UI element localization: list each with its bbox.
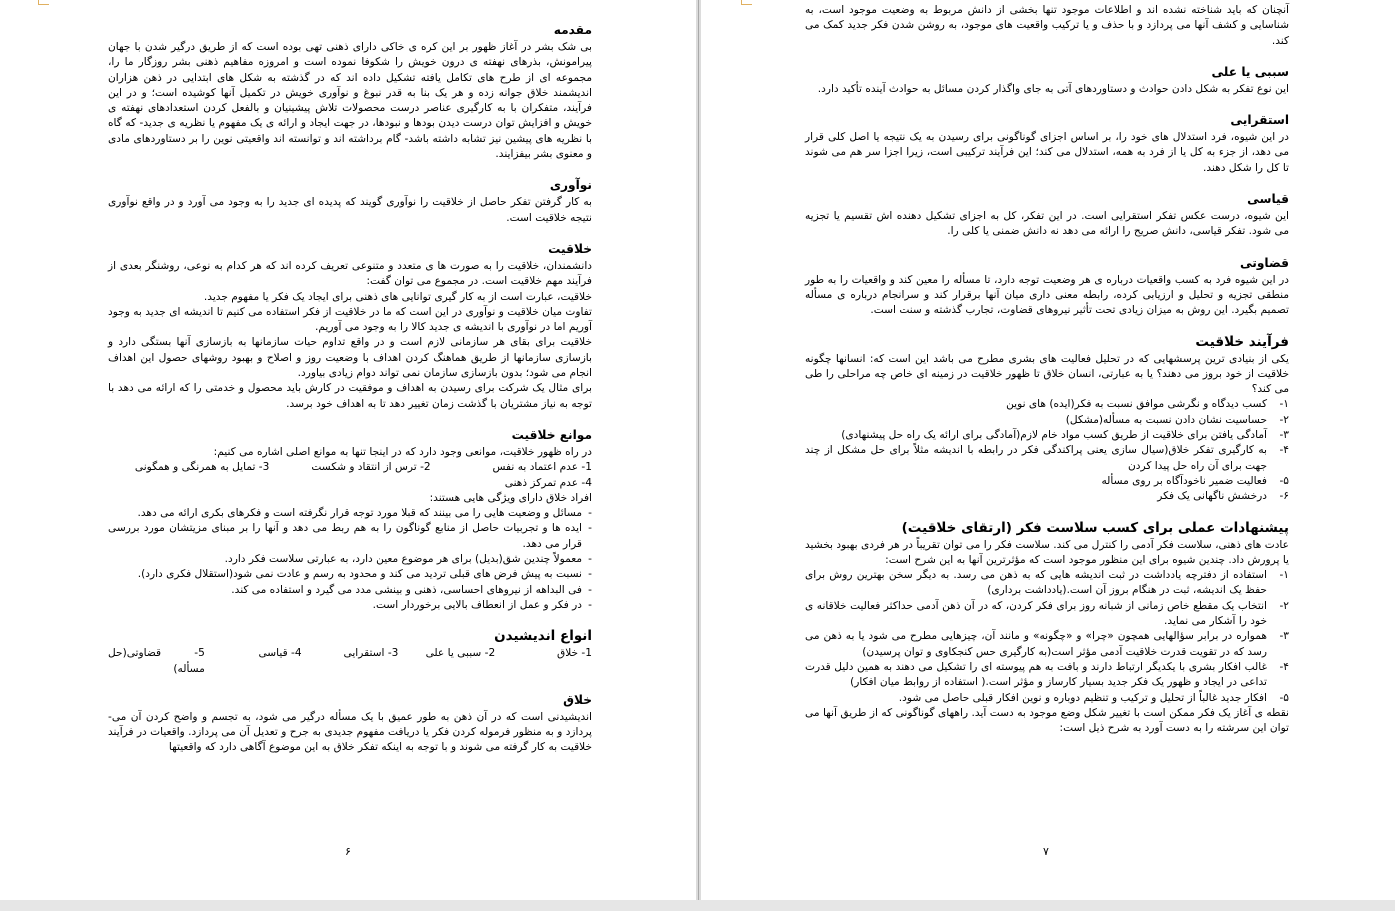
paragraph-pishnahad-intro: عادت های ذهنی، سلاست فکر آدمی را کنترل می کند. سلاست فکر را می توان تقریباً در هر فردی بهبود بخشید یا پرورش داد. چندین شیوه برای این منظور موجود است که مؤثرترین آنها به این شرح است: [805,538,1289,566]
paragraph-khalaghiat-5: برای مثال یک شرکت برای رسیدن به اهداف و موفقیت در کارش باید محصول و خدمتی را که ارائه می دهد با توجه به نیاز مشتریان با گذشت زمان تغییر دهد تا به اهداف خود برسد. [108,382,592,410]
paragraph-muqaddame: بی شک بشر در آغاز ظهور بر این کره ی خاکی دارای ذهنی تهی بوده است که از طریق درگیر شدن با جهان پیرامونش، بذرهای نهفته ی درون خویش را شکوفا نموده است و امروزه مفاهیم ذهنی بشر روزگار ما را، مجموعه ای از طرح های تکامل یافته تشکیل داده اند که در گذشته به شکل های ابتدایی در ذهن هزاران اندیشمند خلاق جوانه زده و هر یک بنا به قدر نبوغ و نوآوری خویش در تکمیل آنها کوشیده است؛ و در این فرآیند، متفکران با به کارگیری عناصر درست محصولات تلاش پیشینیان و بالفعل کردن استعدادهای نهفته ی خویش و افزایش توان درست دیدن بودها و نبودها، در جهت ایجاد و ارائه ی یک مفهوم یا نظریه ی جدید- که گاه با نظریه های پیشین نیز تشابه داشته باشد- گام برداشته اند و توانسته اند واقعیتی نوین را بر دستاوردهای مادی و معنوی بشر بیفزایند. [108,41,592,161]
farayand-list [805,397,1289,504]
list-item: 3- استقرایی [343,647,399,660]
section-title-pishnahad: پیشنهادات عملی برای کسب سلاست فکر (ارتقای خلاقیت) [901,519,1289,536]
list-item: ۴- غالب افکار بشری با یکدیگر ارتباط دارند و بافت به هم پیوسته ای را تشکیل می دهند به همین دلیل قدرت تداعی در ایجاد و ظهور یک فکر جدید بسیار کارساز و مؤثر است.( استفاده از روابط میان افکار) [805,660,1289,689]
bottom-scroll-area[interactable] [0,900,1395,911]
list-item: ۱- استفاده از دفترچه یادداشت در ثبت اندیشه هایی که به ذهن می رسد. به دیگر سخن بهترین روش برای حفظ یک اندیشه، ثبت در هنگام بروز آن است.(یادداشت برداری) [805,569,1289,597]
section-title-khalaghiat: خلاقیت [548,241,592,256]
afrad-list [108,506,592,613]
paragraph-khalaghiat-1: دانشمندان، خلاقیت را به صورت ها ی متعدد و متنوعی تعریف کرده اند که هر کدام به نوعی، روشنگر بعدی از فرآیند مهم خلاقیت است. در مجموع می توان گفت: [108,259,592,288]
list-item: 1- خلاق [556,647,592,660]
list-item: 3- تمایل به همرنگی و همگونی [134,461,270,474]
paragraph-closing: نقطه ی آغاز یک فکر ممکن است با تغییر شکل وضع موجود به دست آید. راههای گوناگونی که از طریق آنها می توان این سرشته را به دست آورد به شرح ذیل است: [805,706,1289,735]
page-number: ۶ [345,845,351,858]
paragraph-khalaghiat-2: خلاقیت، عبارت است از به کار گیری توانایی های ذهنی برای ایجاد یک فکر یا مفهوم جدید. [203,290,592,303]
section-title-muqaddame: مقدمه [553,23,592,37]
paragraph-ghiasi: این شیوه، درست عکس تفکر استقرایی است. در این تفکر، کل به اجزای تشکیل دهنده اش تقسیم یا تجزیه می شود. تفکر قیاسی، دانش صریح را ارائه می دهد نه دانش ضمنی یا کلی را. [805,210,1289,238]
paragraph-intro: آنچنان که باید شناخته نشده اند و اطلاعات موجود تنها بخشی از دانش مربوط به وضعیت موجود است، به شناسایی و کشف آنها می پردازد و با حذف و یا ترکیب واقعیت های موجود، به روشن شدن فکر جدید کمک می کند. [805,4,1289,47]
paragraph-noavari: به کار گرفتن تفکر حاصل از خلاقیت را نوآوری گویند که پدیده ای جدید را به وجود می آورد و در واقع نوآوری نتیجه خلاقیت است. [108,196,592,224]
section-title-anva: انواع اندیشیدن [494,628,592,645]
list-item: 4- قیاسی [258,647,302,660]
page-7-content [805,3,1289,736]
list-item: - فی البداهه از نیروهای احساسی، ذهنی و بینشی مدد می گیرد و استفاده می کند. [231,583,592,596]
page-corner-mark [741,0,752,5]
list-item: ۱- کسب دیدگاه و نگرشی موافق نسبت به فکر(ایده) های نوین [1006,398,1289,411]
list-item: - مسائل و وضعیت هایی را می بینند که قبلا مورد توجه قرار نگرفته است و فکرهای بکری ارائه می دهد. [137,507,592,520]
paragraph-mavane-intro: در راه ظهور خلاقیت، موانعی وجود دارد که در اینجا تنها به موانع اصلی اشاره می کنیم: [213,445,592,458]
section-title-farayand: فرآیند خلاقیت [1195,333,1289,350]
list-item: 2- سببی یا علی [425,647,496,660]
list-item: 2- ترس از انتقاد و شکست [311,461,431,474]
paragraph-khalagh: اندیشیدنی است که در آن ذهن به طور عمیق با یک مسأله درگیر می شود، به تجسم و واضح کردن آن می- پردازد و به منظور فرموله کردن فکر یا دریافت مفهوم جدیدی به جرح و تعدیل آن می پردازد. واقعیات در فرآیند خلاقیت به کار گرفته می شوند و با توجه به اینکه تفکر خلاق به این موضوع آگاهی دارد که واقعیتها [108,710,592,754]
page-divider [698,0,699,911]
list-item: 4- عدم تمرکز ذهنی [504,476,592,489]
paragraph-khalaghiat-3: تفاوت میان خلاقیت و نوآوری در این است که ما در خلاقیت از فکر استفاده می کنیم تا اندیشه ای جدید به وجود آوریم اما در نوآوری با اندیشه ی جدید کالا را به وجود می آوریم. [108,305,592,334]
mavane-list [108,460,592,475]
paragraph-farayand-intro: یکی از بنیادی ترین پرسشهایی که در تحلیل فعالیت های بشری مطرح می باشد این است که: انسانها چگونه خلاقیت از خود بروز می دهند؟ یا به عبارتی، انسان خلاق تا ظهور خلاقیت در زمینه ای خاص چه مراحلی را طی می کند؟ [805,352,1289,396]
paragraph-esteghraei: در این شیوه، فرد استدلال های خود را، بر اساس اجزای گوناگونی برای رسیدن به یک نتیجه یا اصل کلی قرار می دهد، از جزء به کل یا از فرد به همه، استدلال می کند؛ این فرآیند ترکیبی است، زیرا اجزا سر هم می شوند تا کل را شکل دهند. [805,131,1289,174]
anva-list [108,646,592,677]
paragraph-sababi: این نوع تفکر به شکل دادن حوادث و دستاوردهای آتی به جای واگذار کردن مسائل به حوادث آینده تأکید دارد. [817,82,1289,95]
list-item: ۵- افکار جدید غالباً از تحلیل و ترکیب و تنظیم دوباره و نوین افکار قبلی حاصل می شود. [898,691,1289,704]
section-title-sababi: سببی یا علی [1211,64,1289,79]
list-item: - در فکر و عمل از انعطاف بالایی برخوردار است. [372,598,592,611]
list-item: - معمولاً چندین شق(بدیل) برای هر موضوع معین دارد، به عبارتی سلاست فکر دارد. [224,553,592,566]
section-title-mavane: موانع خلاقیت [511,427,592,442]
page-corner-mark [38,0,49,5]
section-title-noavari: نوآوری [549,178,592,193]
section-title-esteghraei: استقرایی [1230,113,1289,128]
paragraph-afrad-intro: افراد خلاق دارای ویژگی هایی هستند: [429,491,592,504]
list-item: 5- قضاوتی(حل مسأله) [108,647,205,675]
list-item: - نسبت به پیش فرض های قبلی تردید می کند و محدود به رسم و عادت نمی شود(استقلال فکری دارد). [137,568,592,581]
list-item: ۵- فعالیت ضمیر ناخودآگاه بر روی مسأله [1101,474,1289,487]
list-item: ۲- حساسیت نشان دادن نسبت به مسأله(مشکل) [1065,413,1289,426]
pishnahad-list [805,568,1289,706]
list-item: - ایده ها و تجربیات حاصل از منابع گوناگون را به هم ربط می دهد و آنها را بر مبنای مزیتشان مورد بررسی قرار می دهد. [108,522,592,550]
list-item: ۴- به کارگیری تفکر خلاق(سیال سازی یعنی پراکندگی فکر در رابطه با اندیشه مثلاً برای حل مشکل از چند جهت برای آن راه حل پیدا کردن [805,444,1289,472]
list-item: ۳- آمادگی یافتن برای خلاقیت از طریق کسب مواد خام لازم(آمادگی برای ارائه یک راه حل پیشنهادی) [841,429,1289,442]
page-6-content [108,16,592,756]
paragraph-khalaghiat-4: خلاقیت برای بقای هر سازمانی لازم است و در واقع تداوم حیات سازمانها به بازسازی آنها بستگی دارد و بازسازی سازمانها از طریق هماهنگ کردن اهداف با وضعیت روز و اصلاح و بهبود روشهای حصول این اهداف انجام می شود؛ بدون بازسازی سازمان نمی تواند دوام زیادی بیاورد. [108,336,592,380]
list-item: ۳- همواره در برابر سؤالهایی همچون «چرا» و «چگونه» و مانند آن، چیزهایی مطرح می شود یا به ذهن می رسد که در تقویت قدرت خلاقیت آدمی مؤثر است(به کارگیری حس کنجکاوی و توان پرسیدن) [805,630,1289,658]
list-item: ۶- درخشش ناگهانی یک فکر [1157,490,1289,503]
section-title-ghezavati: قضاوتی [1239,255,1289,270]
section-title-khalagh: خلاق [563,692,592,707]
paragraph-ghezavati: در این شیوه فرد به کسب واقعیات درباره ی هر وضعیت توجه دارد، تا مسأله را معین کند و واقعیات را به طور منطقی تجزیه و تحلیل و ارزیابی کرده، رابطه معنی داری میان آنها برقرار کند و سرانجام درباره ی مسأله تصمیم بگیرد. این روش به میزان زیادی تحت تأثیر نیروهای قضاوت، تجارب گذشته و سنت است. [805,273,1289,317]
list-item: 1- عدم اعتماد به نفس [492,461,592,474]
section-title-ghiasi: قیاسی [1247,192,1289,207]
page-number: ۷ [1043,845,1049,858]
list-item: ۲- انتخاب یک مقطع خاص زمانی از شبانه روز برای فکر کردن، که در آن ذهن آدمی حداکثر فعالیت خلاقانه ی خود را آشکار می نماید. [805,599,1289,628]
